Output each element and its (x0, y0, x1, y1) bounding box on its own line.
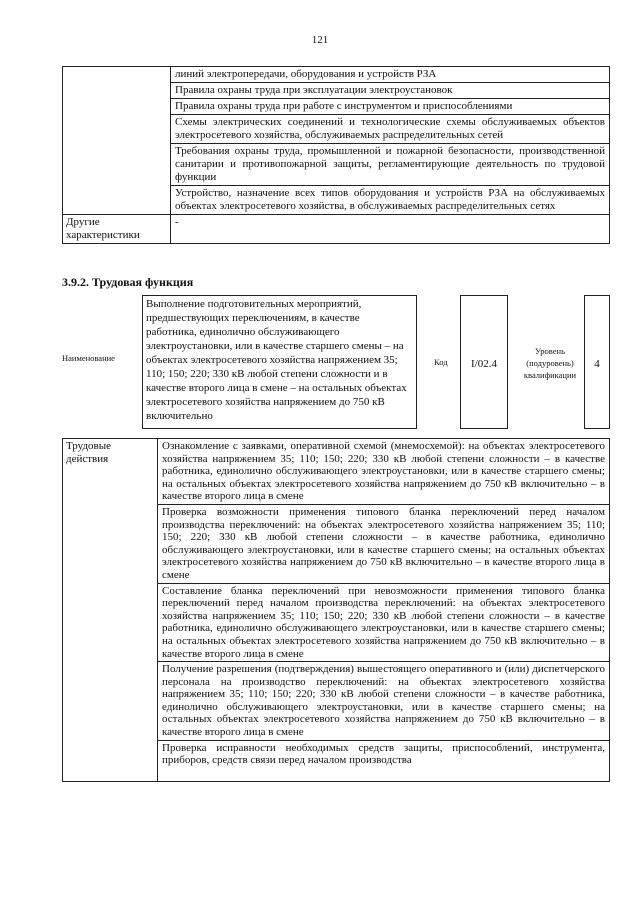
labor-actions-label: Трудовые действия (63, 439, 158, 782)
actions-table (62, 438, 610, 782)
page-number: 121 (311, 34, 329, 46)
function-header (62, 295, 610, 431)
table-cell-truncated (158, 740, 610, 781)
table-row (63, 67, 610, 83)
code-label: Код (434, 357, 448, 367)
name-label: Наименование (62, 353, 115, 363)
level-label: Уровень (подуровень) квалификации (523, 346, 577, 380)
table-row (63, 215, 610, 244)
table-cell: линий электропередачи, оборудования и устройств РЗА (171, 67, 610, 83)
truncated-text: Проверка исправности необходимых средств защиты, приспособлений, инструмента, приборов, средств связи перед началом производства (162, 741, 605, 767)
table-cell: Составление бланка переключений при невозможности применения типового бланка переключений перед началом производства переключений: на объектах электросетевого хозяйства напряжением 35; 110; 150; 220; 330 кВ любой степени сложности – в качестве работника, единолично обслуживающего электроустановки, или в качестве старшего смены; на остальных объектах электросетевого хозяйства напряжением до 750 кВ включительно – в качестве второго лица в смене (158, 583, 610, 662)
name-value: Выполнение подготовительных мероприятий, предшествующих переключениям, в качестве работника, единолично обслуживающего электроустановки, или в качестве старшего смены – на объектах электросетевого хозяйства напряжением 35; 110; 150; 220; 330 кВ любой степени сложности и в качестве второго лица в смене – на остальных объектах электросетевого хозяйства напряжением до 750 кВ включительно (142, 295, 417, 429)
code-value: I/02.4 (460, 295, 508, 429)
level-value: 4 (584, 295, 610, 429)
table-row (63, 439, 610, 505)
section-title: 3.9.2. Трудовая функция (62, 275, 194, 289)
table-cell: Правила охраны труда при эксплуатации электроустановок (171, 83, 610, 99)
table-cell: Проверка возможности применения типового бланка переключений перед началом производства переключений: на объектах электросетевого хозяйства напряжением 35; 110; 150; 220; 330 кВ любой степени сложности – в качестве работника, единолично обслуживающего электроустановки, или в качестве старшего смены; на остальных объектах электросетевого хозяйства напряжением до 750 кВ включительно – в качестве второго лица в смене (158, 504, 610, 583)
table-cell-empty (63, 67, 171, 215)
table-cell: Получение разрешения (подтверждения) вышестоящего оперативного и (или) диспетчерского персонала на производство переключений: на объектах электросетевого хозяйства напряжением 35; 110; 150; 220; 330 кВ любой степени сложности – в качестве работника, единолично обслуживающего электроустановки, или в качестве старшего смены; на остальных объектах электросетевого хозяйства напряжением до 750 кВ включительно – в качестве второго лица в смене (158, 662, 610, 741)
table-cell: Устройство, назначение всех типов оборудования и устройств РЗА на обслуживаемых объектах электросетевого хозяйства, в обслуживаемых распределительных сетях (171, 186, 610, 215)
other-characteristics-value: - (171, 215, 610, 244)
table-cell: Схемы электрических соединений и технологические схемы обслуживаемых объектов электросетевого хозяйства, обслуживаемых распределительных сетей (171, 115, 610, 144)
table-cell: Ознакомление с заявками, оперативной схемой (мнемосхемой): на объектах электросетевого хозяйства напряжением 35; 110; 150; 220; 330 кВ любой степени сложности – в качестве работника, единолично обслуживающего электроустановки, или в качестве старшего смены; на остальных объектах электросетевого хозяйства напряжением до 750 кВ включительно – в качестве второго лица в смене (158, 439, 610, 505)
table-cell: Правила охраны труда при работе с инструментом и приспособлениями (171, 99, 610, 115)
table-cell: Требования охраны труда, промышленной и пожарной безопасности, производственной санитарии и противопожарной защиты, регламентирующие деятельность по трудовой функции (171, 144, 610, 186)
other-characteristics-label: Другие характеристики (63, 215, 171, 244)
knowledge-table (62, 66, 610, 244)
